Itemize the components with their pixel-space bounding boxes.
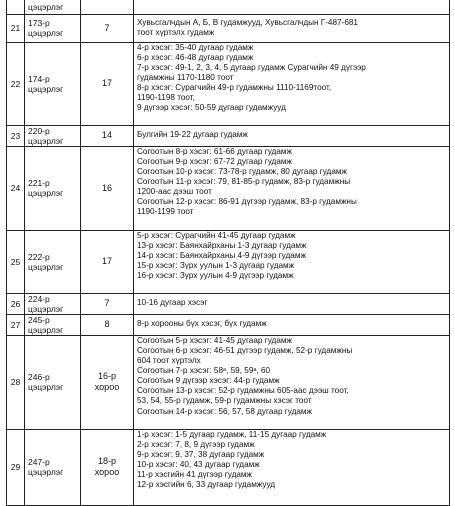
table-row — [7, 429, 450, 505]
service-area-line: Согоотын 14-р хэсэг: 56, 57, 58 дугаар гудамж — [137, 406, 313, 416]
khoroo-count — [81, 14, 134, 42]
service-area-line: Булгийн 19-22 дугаар гудамж — [137, 130, 248, 140]
khoroo-count — [81, 125, 134, 146]
kindergarten-name-line: 222-р — [28, 251, 50, 262]
table-row — [7, 42, 450, 125]
khoroo-count-line: 8 — [104, 319, 110, 329]
service-area-line: Хувьсгалчдын А, Б, В гудамжууд, Хувьсгалчдын Г-487-681 — [137, 17, 358, 27]
kindergarten-name — [25, 146, 81, 230]
service-area-line: 2-р хэсэг: 7, 8, 9 дүгээр гудамж — [137, 439, 255, 449]
service-area-line: 9 дүгээр хэсэг: 50-59 дугаар гудамжууд — [137, 103, 286, 113]
document-page — [6, 0, 450, 506]
kindergarten-name — [25, 14, 81, 42]
service-area-line: тоот хүртэлх гудамж — [137, 28, 215, 37]
row-number: 28 — [7, 335, 25, 429]
kindergarten-district-table — [6, 0, 450, 506]
service-area-line: 9-р хэсэг: 9, 37, 38 дугаар гудамж — [137, 449, 265, 459]
kindergarten-name-line: 224-р — [28, 293, 50, 304]
kindergarten-name-line: 247-р — [28, 457, 50, 467]
service-area-line: гудамжны 1170-1180 тоот — [137, 72, 234, 82]
table-row — [7, 0, 450, 14]
row-number: 22 — [7, 42, 25, 125]
service-area-line: 1-р хэсэг: 1-5 дугаар гудамж, 11-15 дугаар гудамж — [137, 429, 327, 439]
khoroo-count-line: 7 — [104, 22, 110, 33]
service-area — [134, 14, 450, 42]
service-area-line: 11-р хэсгийн 41 дүгээр гудамж — [137, 470, 253, 480]
service-area-line: 8-р хорооны бүх хэсэг, бүх гудамж — [137, 319, 267, 329]
khoroo-count-line: 14 — [101, 130, 112, 140]
service-area-line: Согоотын 9-р хэсэг: 67-72 дугаар гудамж — [137, 156, 292, 166]
khoroo-count-line: 17 — [101, 256, 112, 266]
service-area-line: 10-16 дугаар хэсэг — [137, 298, 208, 308]
service-area-line: Согоотын 12-р хэсэг: 86-91 дүгээр гудамж, 83-р гудамжны — [137, 197, 357, 207]
service-area-line: 53, 54, 55-р гудамж, 59-р гудамжны хэсэг тоот — [137, 396, 312, 406]
kindergarten-name-line: цэцэрлэг — [28, 135, 64, 146]
service-area-line: Согоотын 6-р хэсэг: 46-51 дүгээр гудамж, 52-р гудамжны — [137, 345, 353, 355]
service-area-line: 14-р хэсэг: Баянхайрханы 4-9 дүгээр гудамж — [137, 250, 306, 260]
service-area — [134, 293, 450, 314]
row-number — [7, 0, 25, 14]
khoroo-count — [81, 314, 134, 335]
service-area-line: 1190-1198 тоот, — [137, 93, 195, 103]
kindergarten-name-line: 174-р — [28, 73, 50, 84]
kindergarten-name-line: 246-р — [28, 372, 50, 382]
kindergarten-name-line: цэцэрлэг — [28, 382, 64, 392]
khoroo-count — [81, 42, 134, 125]
kindergarten-name-line: цэцэрлэг — [28, 324, 64, 335]
kindergarten-name-line: 221-р — [28, 178, 50, 188]
kindergarten-name — [25, 314, 81, 335]
service-area-line: 1190-1199 тоот — [137, 207, 194, 217]
service-area-line: Согоотын 9 дүгээр хэсэг: 44-р гудамж — [137, 376, 280, 386]
service-area-line: 12-р хэсгийн 6, 33 дугаар гудамжууд — [137, 480, 276, 490]
service-area-line: Согоотын 8-р хэсэг: 61-66 дугаар гудамж — [137, 146, 292, 156]
kindergarten-name-line: 245-р — [28, 314, 50, 325]
table-row — [7, 125, 450, 146]
service-area — [134, 125, 450, 146]
khoroo-count — [81, 230, 134, 293]
kindergarten-name — [25, 230, 81, 293]
kindergarten-name-line: цэцэрлэг — [28, 1, 64, 12]
service-area-line: 10-р хэсэг: 40, 43 дугаар гудамж — [137, 459, 260, 469]
kindergarten-name-line: 220-р — [28, 125, 50, 136]
row-number: 27 — [7, 314, 25, 335]
service-area-line: 1200-аас дээш тоот — [137, 187, 212, 197]
service-area — [134, 230, 450, 293]
row-number: 23 — [7, 125, 25, 146]
kindergarten-name — [25, 0, 81, 14]
table-row — [7, 146, 450, 230]
row-number: 26 — [7, 293, 25, 314]
row-number: 25 — [7, 230, 25, 293]
khoroo-count — [81, 335, 134, 429]
kindergarten-name — [25, 335, 81, 429]
kindergarten-name-line: цэцэрлэг — [28, 467, 64, 477]
service-area-line: 7-р хэсэг: 49-1, 2, 3, 4, 5 дугаар гудамж Сурагчийн 49 дүгээр — [137, 62, 366, 72]
service-area-line: 5-р хэсэг: Сурагчийн 41-45 дугаар гудамж — [137, 230, 296, 240]
khoroo-count — [81, 429, 134, 505]
service-area-line: Согоотын 7-р хэсэг: 58ᵃ, 59, 59ᵃ, 60 — [137, 365, 271, 375]
khoroo-count-line: 16-р — [97, 371, 116, 381]
khoroo-count-line: 17 — [101, 78, 112, 88]
service-area-line: 6-р хэсэг: 46-48 дугаар гудамж — [137, 52, 254, 62]
kindergarten-name-line: цэцэрлэг — [28, 83, 64, 94]
khoroo-count-line: 16 — [101, 182, 112, 193]
service-area — [134, 429, 450, 505]
service-area — [134, 314, 450, 335]
kindergarten-name-line: цэцэрлэг — [28, 303, 64, 314]
service-area-line: 15-р хэсэг: Зүрх уулын 1-3 дугаар гудамж — [137, 260, 295, 270]
service-area-line: 8-р хэсэг: Сурагчийн 49-р гудамжны 1110-1169тоот, — [137, 83, 332, 93]
kindergarten-name-line: 173-р — [28, 18, 50, 28]
service-area-line: 604 тоот хүртэлх — [137, 355, 201, 365]
row-number: 21 — [7, 14, 25, 42]
khoroo-count-line: хороо — [94, 467, 120, 477]
service-area-line: Согоотын 11-р хэсэг: 79, 81-85-р гудамж, 83-р гудамжны — [137, 176, 351, 186]
service-area-line: Согоотын 13-р хэсэг: 52-р гудамжны 605-аас дээш тоот, — [137, 386, 349, 396]
khoroo-count — [81, 293, 134, 314]
table-row — [7, 14, 450, 42]
table-row — [7, 230, 450, 293]
table-row — [7, 335, 450, 429]
service-area-line: Согоотын 5-р хэсэг: 41-45 дугаар гудамж — [137, 335, 292, 345]
row-number: 29 — [7, 429, 25, 505]
service-area-line: 16-р хэсэг: Зүрх уулын 4-9 дүгээр гудамж — [137, 271, 294, 281]
service-area — [134, 42, 450, 125]
khoroo-count-line: 7 — [104, 298, 110, 308]
khoroo-count — [81, 0, 134, 14]
table-row — [7, 314, 450, 335]
khoroo-count-line: хороо — [94, 382, 120, 392]
service-area — [134, 0, 450, 14]
table-row — [7, 293, 450, 314]
kindergarten-name-line: цэцэрлэг — [28, 188, 64, 198]
row-number: 24 — [7, 146, 25, 230]
khoroo-count-line: 18-р — [97, 456, 116, 466]
service-area — [134, 335, 450, 429]
kindergarten-name — [25, 42, 81, 125]
kindergarten-name-line: цэцэрлэг — [28, 28, 64, 38]
service-area-line: 13-р хэсэг: Баянхайрханы 1-3 дугаар гудамж — [137, 240, 307, 250]
service-area-line: Согоотын 10-р хэсэг: 73-78-р гудамж, 80 дугаар гудамж — [137, 166, 347, 176]
kindergarten-name — [25, 293, 81, 314]
kindergarten-name-line: цэцэрлэг — [28, 261, 64, 272]
service-area-line: 4-р хэсэг: 35-40 дугаар гудамж — [137, 42, 254, 52]
kindergarten-name — [25, 429, 81, 505]
kindergarten-name — [25, 125, 81, 146]
khoroo-count — [81, 146, 134, 230]
service-area — [134, 146, 450, 230]
